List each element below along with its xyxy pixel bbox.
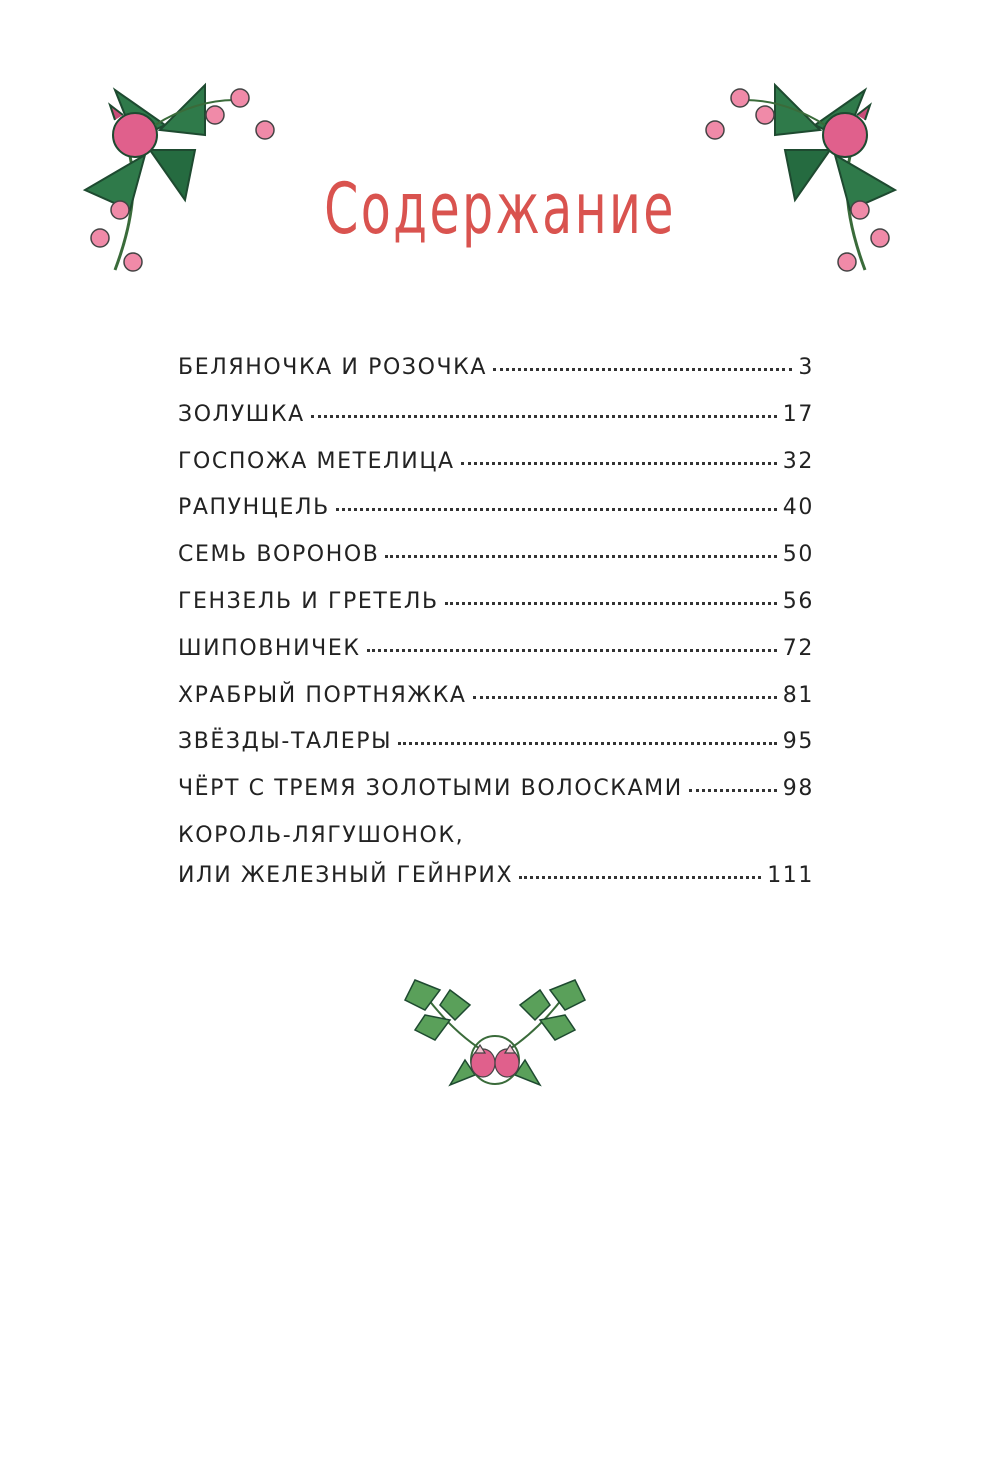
toc-leader <box>689 767 777 792</box>
toc-leader <box>473 674 777 699</box>
table-of-contents <box>178 345 814 900</box>
toc-row[interactable] <box>178 485 814 532</box>
toc-label: ЗВЁЗДЫ-ТАЛЕРЫ <box>178 729 393 755</box>
toc-page: 3 <box>798 355 814 380</box>
toc-label: ХРАБРЫЙ ПОРТНЯЖКА <box>178 682 467 708</box>
toc-page: 111 <box>767 862 814 888</box>
toc-page: 50 <box>782 542 814 568</box>
toc-row[interactable] <box>178 673 814 720</box>
toc-leader <box>367 627 777 652</box>
toc-leader <box>385 533 776 558</box>
toc-label: ГОСПОЖА МЕТЕЛИЦА <box>178 448 455 474</box>
leaf-flower-ornament-icon <box>395 975 595 1100</box>
toc-label: РАПУНЦЕЛЬ <box>178 495 330 521</box>
toc-leader <box>519 854 761 879</box>
toc-label: СЕМЬ ВОРОНОВ <box>178 542 380 568</box>
toc-page: 17 <box>782 401 814 427</box>
toc-page: 81 <box>782 682 814 708</box>
toc-page: 72 <box>782 635 814 661</box>
toc-page: 95 <box>782 729 814 755</box>
toc-label: ЗОЛУШКА <box>178 401 305 427</box>
toc-page: 40 <box>782 495 814 521</box>
toc-leader <box>461 440 777 465</box>
toc-label: КОРОЛЬ-ЛЯГУШОНОК, <box>178 822 465 848</box>
toc-label: БЕЛЯНОЧКА И РОЗОЧКА <box>178 355 488 380</box>
toc-page: 32 <box>782 448 814 474</box>
toc-row-line1[interactable] <box>178 813 814 853</box>
toc-row[interactable] <box>178 853 814 900</box>
page-title: Содержание <box>324 168 676 250</box>
toc-label: ИЛИ ЖЕЛЕЗНЫЙ ГЕЙНРИХ <box>178 862 514 888</box>
toc-row[interactable] <box>178 439 814 486</box>
toc-row[interactable] <box>178 579 814 626</box>
toc-row[interactable] <box>178 392 814 439</box>
toc-label: ШИПОВНИЧЕК <box>178 635 361 661</box>
toc-row[interactable] <box>178 532 814 579</box>
toc-leader <box>311 393 777 418</box>
toc-row[interactable] <box>178 626 814 673</box>
toc-leader <box>445 580 777 605</box>
toc-row[interactable] <box>178 766 814 813</box>
toc-leader <box>336 486 777 511</box>
toc-leader <box>398 720 777 745</box>
toc-label: ГЕНЗЕЛЬ И ГРЕТЕЛЬ <box>178 588 439 614</box>
toc-row[interactable] <box>178 345 814 392</box>
toc-page: 56 <box>782 588 814 614</box>
toc-row[interactable] <box>178 719 814 766</box>
toc-leader <box>493 346 792 371</box>
toc-label: ЧЁРТ С ТРЕМЯ ЗОЛОТЫМИ ВОЛОСКАМИ <box>178 776 683 802</box>
toc-page: 98 <box>782 776 814 802</box>
